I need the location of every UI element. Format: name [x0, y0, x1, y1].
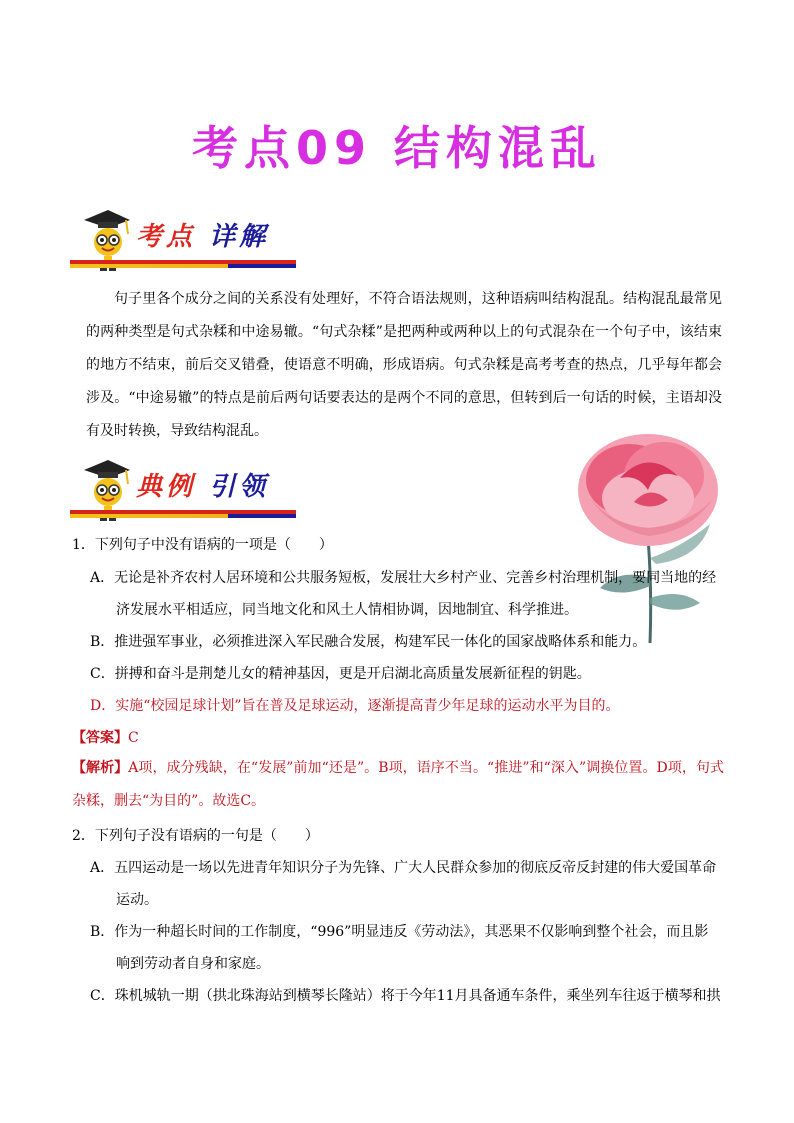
- q1-answer: [72, 728, 139, 748]
- question-2-stem: 2．下列句子没有语病的一句是（ ）: [72, 828, 319, 844]
- q1-option-d: D．实施“校园足球计划”旨在普及足球运动，逐渐提高青少年足球的运动水平为目的。: [90, 698, 620, 714]
- section-header-dianli: [70, 454, 296, 524]
- q1-option-a-cont: 济发展水平相适应，同当地文化和风土人情相协调，因地制宜、科学推进。: [116, 602, 578, 618]
- q1-option-a: A．无论是补齐农村人居环境和公共服务短板，发展壮大乡村产业、完善乡村治理机制，要同当地的经: [90, 570, 717, 586]
- section-heading-a: 典例: [136, 472, 197, 502]
- section-heading-b: 详解: [209, 222, 270, 252]
- analysis-tag: 【解析】: [72, 760, 129, 776]
- q1-analysis: [72, 752, 724, 818]
- q2-option-b: B．作为一种超长时间的工作制度，“996”明显违反《劳动法》，其恶果不仅影响到整个社会，而且影: [90, 924, 709, 940]
- section-header-kaodian: [70, 204, 296, 274]
- analysis-text: A项，成分残缺，在“发展”前加“还是”。B项，语序不当。“推进”和“深入”调换位置。D项，句式杂糅，删去“为目的”。故选C。: [72, 760, 724, 809]
- rose-illustration: [560, 428, 730, 648]
- divider: [70, 264, 296, 268]
- intro-paragraph: 句子里各个成分之间的关系没有处理好，不符合语法规则，这种语病叫结构混乱。结构混乱最常见的两种类型是句式杂糅和中途易辙。“句式杂糅”是把两种或两种以上的句式混杂在一个句子中，该结束的地方不结束，前后交叉错叠，使语意不明确，形成语病。句式杂糅是高考考查的热点，几乎每年都会涉及。“中途易辙”的特点是前后两句话要表达的是两个不同的意思，但转到后一句话的时候，主语却没有及时转换，导致结构混乱。: [86, 291, 722, 439]
- q1-option-c: C．拼搏和奋斗是荆楚儿女的精神基因，更是开启湖北高质量发展新征程的钥匙。: [90, 666, 591, 682]
- q2-option-a: A．五四运动是一场以先进青年知识分子为先锋、广大人民群众参加的彻底反帝反封建的伟大爱国革命: [90, 860, 717, 876]
- question-1-stem: 1．下列句子中没有语病的一项是（ ）: [72, 537, 333, 553]
- divider: [70, 514, 296, 518]
- section-heading-a: 考点: [136, 222, 197, 252]
- q2-option-c: C．珠机城轨一期（拱北珠海站到横琴长隆站）将于今年11月具备通车条件，乘坐列车往返于横琴和拱: [90, 988, 721, 1004]
- answer-value: C: [128, 730, 139, 746]
- page-title: 考点09 结构混乱: [191, 121, 603, 175]
- answer-tag: 【答案】: [72, 730, 128, 746]
- q1-option-b: B．推进强军事业，必须推进深入军民融合发展，构建军民一体化的国家战略体系和能力。: [90, 634, 647, 650]
- section-heading-b: 引领: [209, 472, 270, 502]
- q2-option-a-cont: 运动。: [116, 892, 158, 908]
- q2-option-b-cont: 响到劳动者自身和家庭。: [116, 956, 270, 972]
